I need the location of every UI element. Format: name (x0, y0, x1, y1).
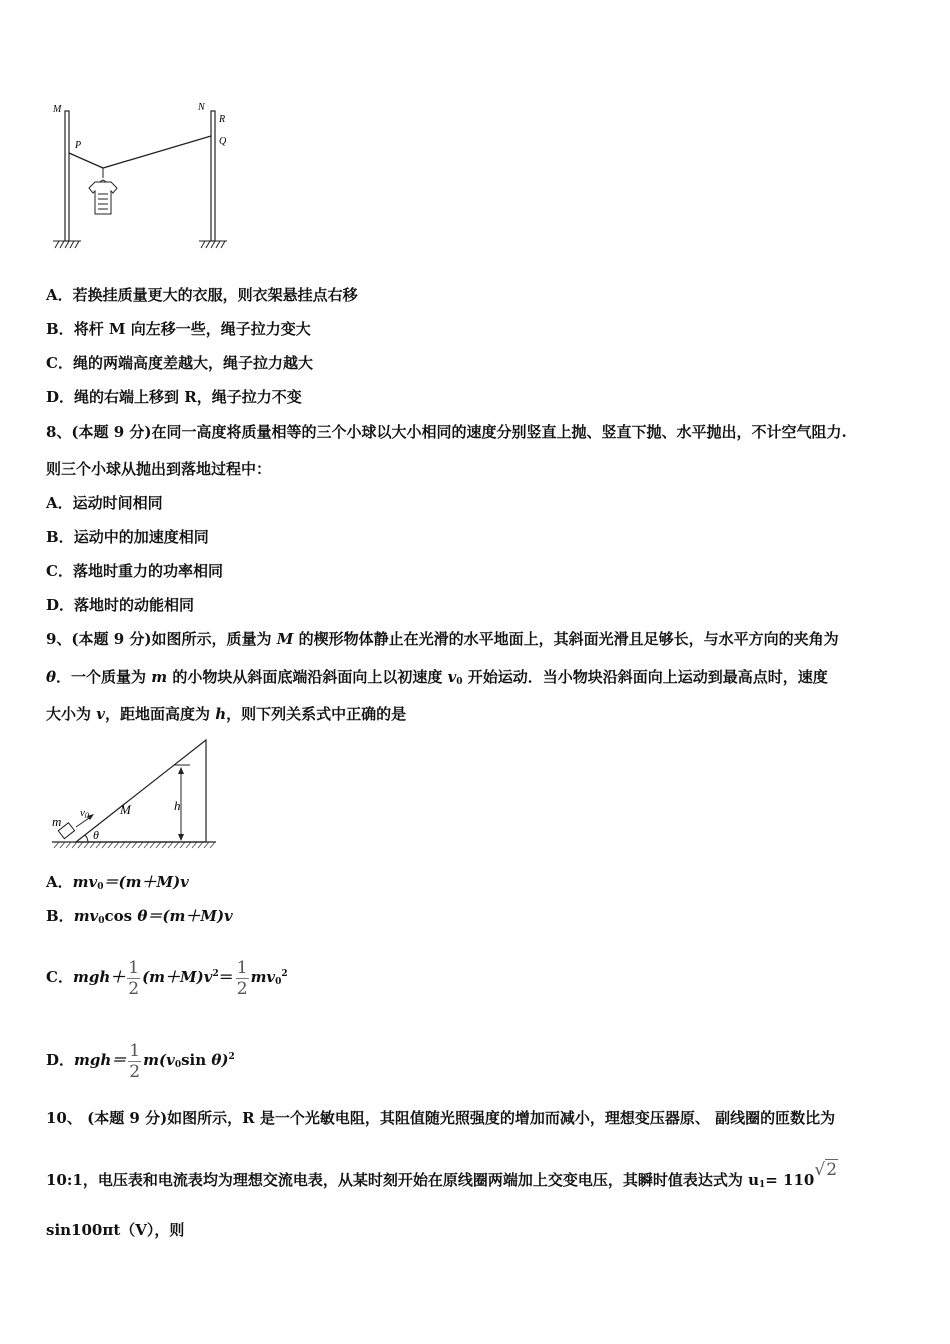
q10-line3: sin100πt（V），则 (46, 1221, 185, 1239)
shirt-icon (89, 168, 117, 214)
label-p: P (75, 140, 82, 151)
label-m-small: m (52, 814, 62, 829)
label-q: Q (219, 136, 227, 147)
q8-option-d: D．落地时的动能相同 (46, 596, 195, 614)
label-n-pole: N (198, 102, 205, 113)
q9-option-c: C．mgh＋ $\frac{1}{2}$ $(m+M)v^2=$ $\frac{1}{2}$ $mv_0^2$ (46, 957, 288, 999)
rope-poles-figure (45, 96, 245, 256)
q7-option-d: D．绳的右端上移到 R，绳子拉力不变 (46, 388, 302, 406)
sqrt-symbol: √2 (814, 1160, 838, 1180)
wedge (76, 740, 206, 842)
q9-stem-line2: θ．一个质量为 m 的小物块从斜面底端沿斜面向上以初速度 $v_0$ 开始运动．当小物块沿斜面向上运动到最高点时，速度 (46, 668, 828, 687)
label-r: R (219, 114, 226, 125)
label-h: h (174, 798, 181, 813)
q9-stem-line1: 9、(本题 9 分)如图所示，质量为 M 的楔形物体静止在光滑的水平地面上，其斜面光滑且足够长，与水平方向的夹角为 (46, 630, 839, 648)
left-ground (53, 241, 81, 248)
angle-arc (85, 835, 88, 842)
fraction-half-d: $\frac{1}{2}$ (129, 1040, 141, 1082)
label-m-pole: M (53, 104, 62, 115)
ground-hatch (54, 842, 215, 848)
q9-stem-line3: 大小为 v，距地面高度为 h，则下列关系式中正确的是 (46, 705, 407, 723)
q10-line1: 10、 (本题 9 分)如图所示，R 是一个光敏电阻，其阻值随光照强度的增加而减小，理想变压器原、 副线圈的匝数比为 (46, 1109, 836, 1127)
q9-option-a: A．$mv_0=(m+M)v$ (46, 873, 189, 892)
label-v0: v0 (80, 807, 89, 820)
left-pole-m (65, 111, 69, 241)
q10-line2: 10:1，电压表和电流表均为理想交流电表，从某时刻开始在原线圈两端加上交变电压，其瞬时值表达式为 $u_1= 110√2$ (46, 1160, 838, 1190)
q7-option-c: C．绳的两端高度差越大，绳子拉力越大 (46, 354, 313, 372)
label-theta: θ (93, 828, 99, 842)
q8-stem-line1: 8、(本题 9 分)在同一高度将质量相等的三个小球以大小相同的速度分别竖直上抛、竖直下抛、水平抛出，不计空气阻力. (46, 423, 847, 441)
right-ground (199, 241, 227, 248)
q7-option-b: B．将杆 M 向左移一些，绳子拉力变大 (46, 320, 311, 338)
q8-option-a: A．运动时间相同 (46, 494, 163, 512)
label-M-wedge: M (120, 802, 131, 817)
q9-option-d: D．mgh＝ $\frac{1}{2}$ $m(v_0\sin$ θ)$^2$ (46, 1040, 235, 1082)
right-pole-n (211, 111, 215, 241)
rope (69, 136, 211, 168)
q8-stem-line2: 则三个小球从抛出到落地过程中： (46, 460, 272, 478)
q8-option-c: C．落地时重力的功率相同 (46, 562, 223, 580)
fraction-half-2: $\frac{1}{2}$ (236, 957, 248, 999)
fraction-half: $\frac{1}{2}$ (128, 957, 140, 999)
q7-option-a: A．若换挂质量更大的衣服，则衣架悬挂点右移 (46, 286, 358, 304)
q9-option-b: B．$mv_0\cos$ θ＝(m＋M)v (46, 907, 233, 926)
q8-option-b: B．运动中的加速度相同 (46, 528, 209, 546)
wedge-figure (48, 734, 228, 854)
